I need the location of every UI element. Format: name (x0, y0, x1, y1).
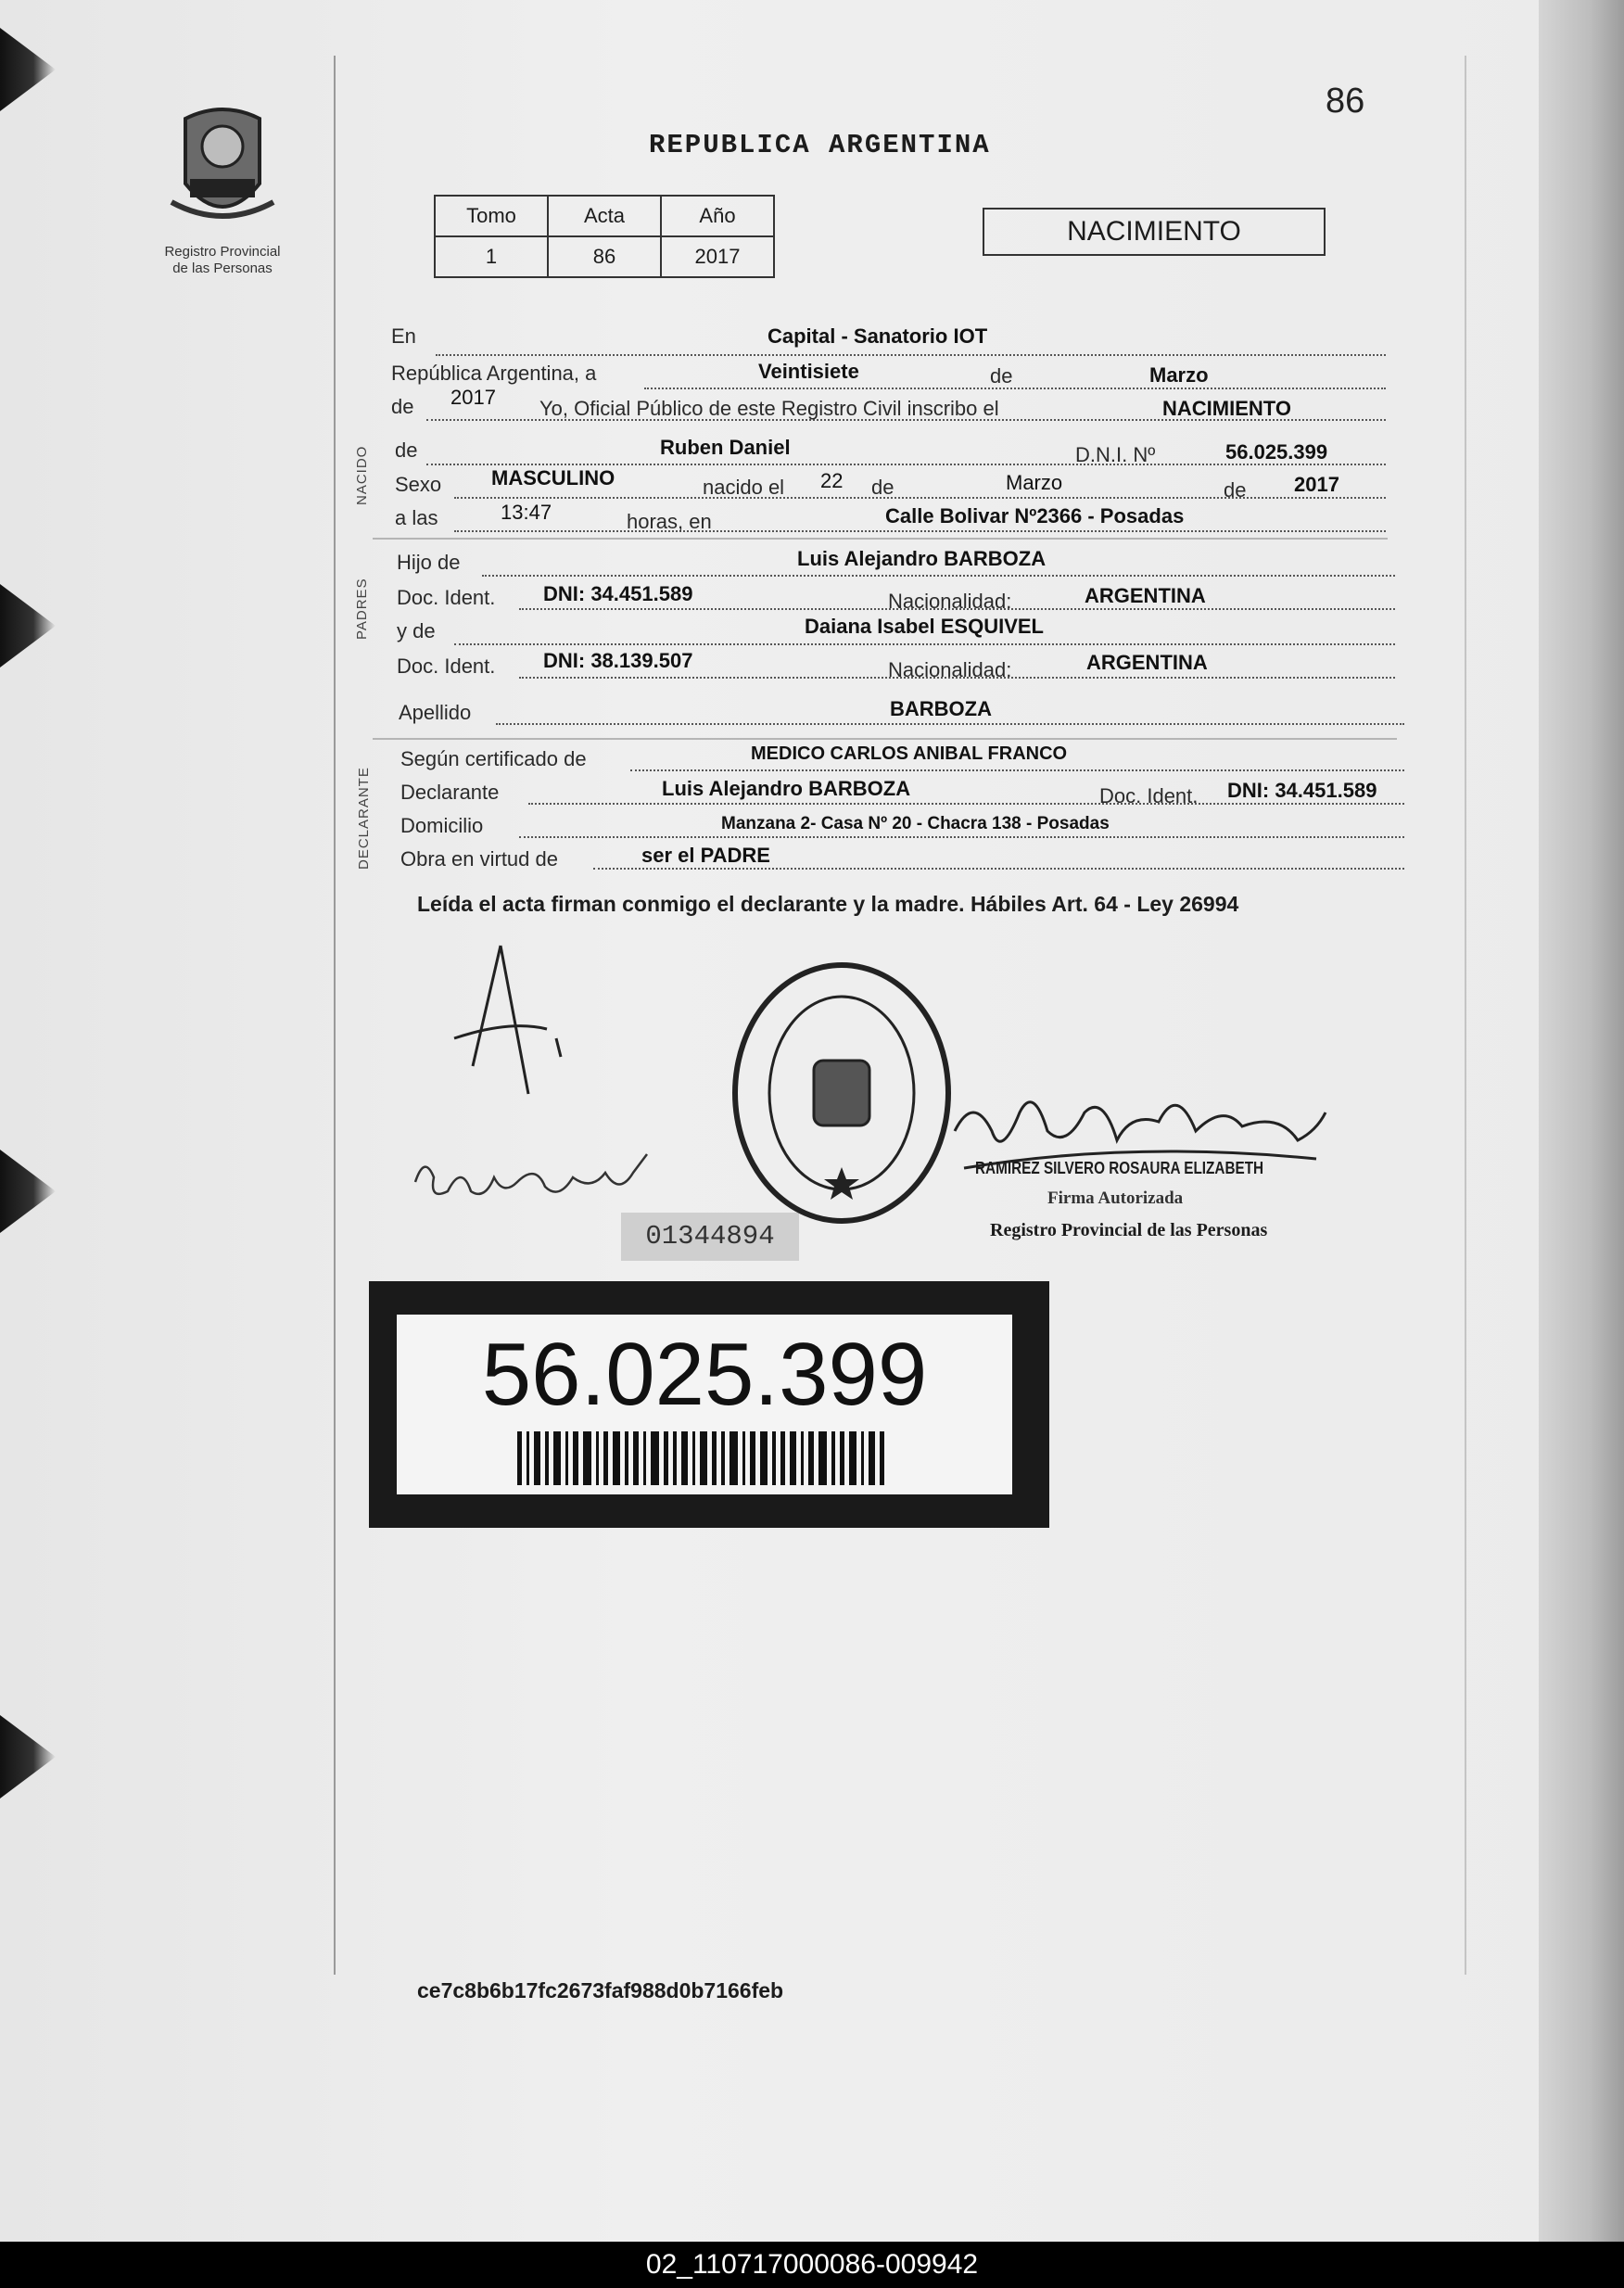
page-title: REPUBLICA ARGENTINA (649, 130, 991, 160)
seal-caption-1: Registro Provincial (164, 244, 281, 260)
declarante-doc: DNI: 34.451.589 (1227, 779, 1377, 802)
dni-label: D.N.I. Nº (1075, 443, 1156, 466)
place-value: Capital - Sanatorio IOT (768, 324, 988, 348)
official-stamp (732, 962, 951, 1224)
de-label: de (871, 476, 894, 499)
section-label-nacido: NACIDO (354, 445, 370, 505)
father-name: Luis Alejandro BARBOZA (797, 547, 1047, 570)
certificado-label: Según certificado de (400, 747, 587, 770)
table-header-tomo: Tomo (435, 196, 548, 236)
table-header-anio: Año (661, 196, 774, 236)
mother-name: Daiana Isabel ESQUIVEL (805, 615, 1044, 638)
oficial-text: Yo, Oficial Público de este Registro Civil inscribo el (539, 397, 999, 420)
table-header-acta: Acta (548, 196, 661, 236)
seal-icon (148, 100, 297, 239)
barcode-number: 56.025.399 (481, 1325, 928, 1424)
document-hash: ce7c8b6b17fc2673faf988d0b7166feb (417, 1978, 784, 2002)
nacionalidad-label: Nacionalidad: (888, 658, 1012, 681)
domicilio-label: Domicilio (400, 814, 484, 837)
serial-number: 01344894 (621, 1213, 799, 1261)
page-number: 86 (1326, 82, 1365, 121)
section-label-padres: PADRES (354, 578, 370, 640)
dotted-line (496, 723, 1404, 725)
table-value-acta: 86 (548, 236, 661, 277)
dotted-line (436, 354, 1386, 356)
nacionalidad-label: Nacionalidad: (888, 590, 1012, 613)
official-name: RAMIREZ SILVERO ROSAURA ELIZABETH (975, 1159, 1264, 1177)
father-doc: DNI: 34.451.589 (543, 582, 693, 605)
record-table (434, 195, 775, 278)
dotted-line (519, 836, 1404, 838)
section-divider (373, 538, 1388, 540)
barcode-label (369, 1281, 1049, 1528)
certificado-value: MEDICO CARLOS ANIBAL FRANCO (751, 744, 1068, 764)
de-label: de (395, 439, 418, 462)
dotted-line (454, 530, 1386, 532)
dotted-line (630, 769, 1404, 771)
birth-month: Marzo (1006, 471, 1063, 494)
declarante-signature (436, 936, 584, 1122)
dotted-line (593, 868, 1404, 870)
birth-year: 2017 (1294, 473, 1339, 496)
doc-label: Doc. Ident. (397, 655, 496, 678)
sexo-label: Sexo (395, 473, 442, 496)
birth-day: 22 (820, 469, 844, 492)
nacido-label: nacido el (703, 476, 785, 499)
seal-caption-2: de las Personas (172, 261, 273, 276)
stamp-emblem (738, 968, 945, 1218)
de-label: de (1224, 478, 1247, 502)
dotted-line (482, 575, 1395, 577)
domicilio-value: Manzana 2- Casa Nº 20 - Chacra 138 - Posadas (721, 814, 1110, 833)
apellido-label: Apellido (399, 701, 472, 724)
declarante-label: Declarante (400, 781, 500, 804)
hijo-label: Hijo de (397, 551, 461, 574)
mother-doc: DNI: 38.139.507 (543, 649, 693, 672)
declarante-name: Luis Alejandro BARBOZA (662, 777, 911, 800)
sexo-value: MASCULINO (491, 466, 615, 489)
dotted-line (644, 388, 1386, 389)
birth-place: Calle Bolivar Nº2366 - Posadas (885, 504, 1185, 528)
en-label: En (391, 324, 416, 348)
obra-value: ser el PADRE (641, 844, 770, 867)
form-right-border (1465, 56, 1466, 1975)
official-org: Registro Provincial de las Personas (990, 1220, 1268, 1240)
section-label-declarante: DECLARANTE (356, 767, 372, 870)
yde-label: y de (397, 619, 436, 642)
provincial-seal (148, 100, 297, 277)
doc-label: Doc. Ident. (397, 586, 496, 609)
month-value: Marzo (1149, 363, 1209, 387)
doc-label: Doc. Ident. (1099, 784, 1199, 807)
barcode-bars (517, 1431, 884, 1485)
de-label: de (990, 364, 1013, 388)
child-name: Ruben Daniel (660, 436, 791, 459)
record-type-box: NACIMIENTO (983, 208, 1326, 256)
surname-value: BARBOZA (890, 697, 992, 720)
form-left-border (334, 56, 336, 1975)
father-nationality: ARGENTINA (1085, 584, 1206, 607)
closing-text: Leída el acta firman conmigo el declarante y la madre. Hábiles Art. 64 - Ley 26994 (417, 892, 1239, 916)
day-word: Veintisiete (758, 360, 859, 383)
event-value: NACIMIENTO (1162, 397, 1291, 420)
table-value-tomo: 1 (435, 236, 548, 277)
page-edge (1539, 0, 1624, 2242)
dotted-line (528, 803, 1404, 805)
year-value: 2017 (450, 386, 496, 409)
horas-label: horas, en (627, 510, 712, 533)
table-value-anio: 2017 (661, 236, 774, 277)
birth-time: 13:47 (501, 501, 552, 524)
firma-autorizada: Firma Autorizada (1047, 1188, 1184, 1208)
mother-nationality: ARGENTINA (1086, 651, 1208, 674)
alas-label: a las (395, 506, 438, 529)
section-divider (373, 738, 1397, 740)
madre-signature (406, 1145, 666, 1219)
footer-id: 02_110717000086-009942 (0, 2242, 1624, 2288)
republica-label: República Argentina, a (391, 362, 597, 385)
child-dni: 56.025.399 (1225, 440, 1328, 464)
dotted-line (454, 643, 1395, 645)
de-label: de (391, 395, 414, 418)
obra-label: Obra en virtud de (400, 847, 558, 871)
